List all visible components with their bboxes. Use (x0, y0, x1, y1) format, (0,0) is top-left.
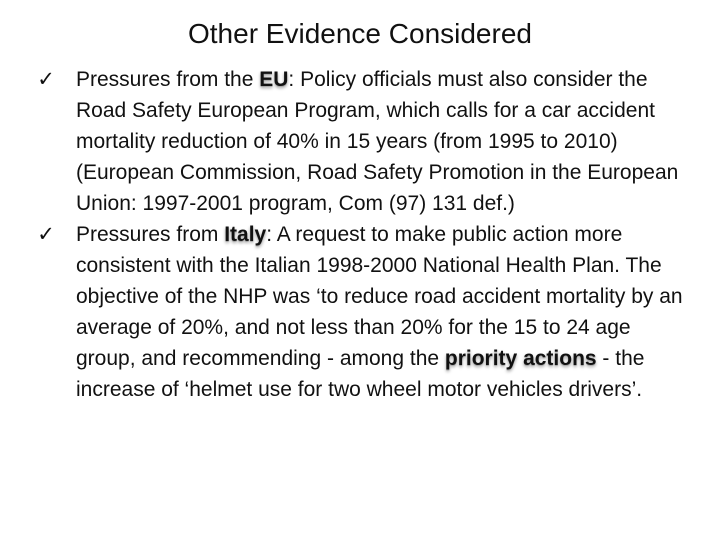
highlight-italy: Italy (224, 223, 267, 246)
slide-title: Other Evidence Considered (188, 18, 532, 49)
bullet-text: : Policy officials must also consider the Road Safety European Program, which calls for a car accident mortality reduction of 40% in 15 years (from 1995 to 2010) (European Commission, Road Safety Promotion in the European Union: 1997-2001 program, Com (97) 131 def.) (76, 68, 679, 215)
bullet-prefix: Pressures from (76, 223, 225, 246)
bullet-italy (34, 219, 694, 405)
bullet-list (34, 64, 694, 405)
checkmark-icon: ✓ (37, 223, 55, 246)
highlight-priority-actions: priority actions (444, 347, 597, 370)
checkmark-icon: ✓ (37, 68, 55, 91)
bullet-text: : A request to make public action more consistent with the Italian 1998-2000 National Health Plan. The objective of the NHP was ‘to reduce road accident mortality by an average of 20%, and not less than 20% for the 15 to 24 age group, and recommending - among the (76, 223, 683, 370)
bullet-eu (34, 64, 694, 219)
bullet-text-end: - the increase of ‘helmet use for two wheel motor vehicles drivers’. (76, 347, 645, 401)
highlight-eu: EU (259, 68, 289, 91)
bullet-prefix: Pressures from the (76, 68, 260, 91)
